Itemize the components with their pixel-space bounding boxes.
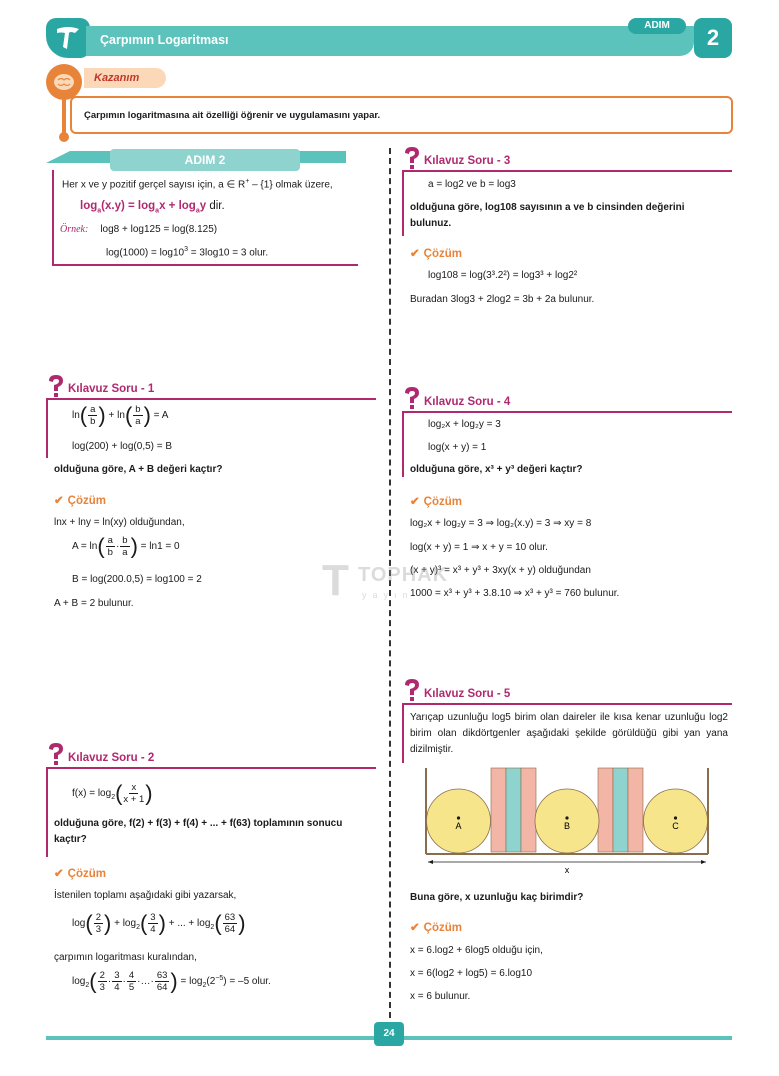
kazanim-stem [62, 98, 66, 134]
adim2-tab: ADIM 2 [110, 149, 300, 171]
rect-1a [491, 768, 506, 852]
q1-given1: ln( $\frac{a}{b}$ ) + ln( $\frac{b}{a}$ ) = A [72, 402, 169, 428]
q3-cozum: ✔ Çözüm [410, 248, 462, 260]
q3-step2: Buradan 3log3 + 2log2 = 3b + 2a bulunur. [410, 294, 595, 305]
watermark-t-icon: T [322, 556, 349, 605]
rect-2c [628, 768, 643, 852]
question-mark-icon [402, 386, 422, 412]
q5-cozum: ✔ Çözüm [410, 922, 462, 934]
q4-cozum: ✔ Çözüm [410, 496, 462, 508]
q1-step3: B = log(200.0,5) = log100 = 2 [72, 574, 202, 585]
rect-2a [598, 768, 613, 852]
arrow-left-icon [428, 860, 433, 864]
adim2-formula: $\log_a(x.y) = \log_ax + \log_ay$ dir. [80, 200, 225, 215]
q1-given2: log(200) + log(0,5) = B [72, 441, 173, 452]
circles-rectangles-diagram [422, 766, 712, 878]
publisher-watermark: T TOPHAK yayın [322, 556, 449, 605]
q4-given2: log(x + y) = 1 [428, 442, 487, 453]
center-b [565, 816, 568, 819]
question-mark-icon [46, 742, 66, 768]
adim2-line1: Her x ve y pozitif gerçel sayısı için, a ∈ R+ – {1} olmak üzere, [62, 178, 333, 191]
q2-step3: çarpımın logaritması kuralından, [54, 952, 197, 963]
label-b: B [563, 821, 571, 831]
adim2-box [52, 170, 358, 266]
q1-step1: lnx + lny = ln(xy) olduğundan, [54, 517, 185, 528]
q2-given: $f(x) = \log_2$( $\frac{x}{x + 1}$ ) [72, 780, 153, 806]
center-a [457, 816, 460, 819]
rect-2b [613, 768, 628, 852]
q2-title: Kılavuz Soru - 2 [68, 752, 155, 764]
q2-step1: İstenilen toplamı aşağıdaki gibi yazarsak, [54, 890, 237, 901]
rect-1c [521, 768, 536, 852]
kazanim-box [70, 96, 733, 134]
check-icon: ✔ [410, 248, 420, 260]
q5-step1: x = 6.log2 + 6log5 olduğu için, [410, 945, 543, 956]
check-icon: ✔ [410, 922, 420, 934]
check-icon: ✔ [54, 868, 64, 880]
adim-label: ADIM [628, 18, 686, 34]
q5-step2: x = 6(log2 + log5) = 6.log10 [410, 968, 533, 979]
question-mark-icon [46, 374, 66, 400]
check-icon: ✔ [54, 495, 64, 507]
kazanim-text: Çarpımın logaritmasına ait özelliği öğrenir ve uygulamasını yapar. [84, 110, 381, 121]
q5-title: Kılavuz Soru - 5 [424, 688, 511, 700]
q1-step2: A = ln( $\frac{a}{b}$ · $\frac{b}{a}$ ) = ln1 = 0 [72, 533, 180, 559]
q2-step2: log( $\frac{2}{3}$ ) + $\log_2$( $\frac{3}{4}$ ) + ... + $\log_2$( $\frac{63}{64}$ ) [72, 910, 246, 936]
q1-step4: A + B = 2 bulunur. [54, 598, 134, 609]
q2-question: olduğuna göre, f(2) + f(3) + f(4) + ... + f(63) toplamının sonucu kaçtır? [54, 818, 343, 845]
q4-question: olduğuna göre, x³ + y³ değeri kaçtır? [410, 464, 583, 475]
label-x: x [564, 865, 570, 875]
q4-step1: log₂x + log₂y = 3 ⇒ log₂(x.y) = 3 ⇒ xy = 8 [410, 518, 592, 529]
q4-step4: 1000 = x³ + y³ + 3.8.10 ⇒ x³ + y³ = 760 bulunur. [410, 588, 620, 599]
q2-cozum: ✔ Çözüm [54, 868, 106, 880]
q1-title: Kılavuz Soru - 1 [68, 383, 155, 395]
q4-step3: (x + y)³ = x³ + y³ + 3xy(x + y) olduğundan [410, 565, 591, 576]
q3-title: Kılavuz Soru - 3 [424, 155, 511, 167]
q3-step1: log108 = log(3³.2²) = log3³ + log2² [428, 270, 578, 281]
question-mark-icon [402, 146, 422, 172]
check-icon: ✔ [410, 496, 420, 508]
arrow-right-icon [701, 860, 706, 864]
center-c [674, 816, 677, 819]
label-a: A [455, 821, 462, 831]
rect-1b [506, 768, 521, 852]
publisher-logo [46, 18, 90, 58]
label-c: C [672, 821, 679, 831]
adim2-example1: Örnek: log8 + log125 = log(8.125) [60, 224, 218, 235]
kazanim-brain-icon [46, 64, 82, 100]
q4-given1: log₂x + log₂y = 3 [428, 419, 501, 430]
q5-intro: Yarıçap uzunluğu log5 birim olan daireler ile kısa kenar uzunluğu log2 birim olan dikdörtgenler aşağıdaki şekilde görüldüğü gibi yan yana dizilmiştir. [410, 712, 728, 755]
q5-question: Buna göre, x uzunluğu kaç birimdir? [410, 892, 584, 903]
q3-given: a = log2 ve b = log3 [428, 179, 516, 190]
q4-title: Kılavuz Soru - 4 [424, 396, 511, 408]
q3-question: olduğuna göre, log108 sayısının a ve b cinsinden değerini bulunuz. [410, 202, 685, 229]
q1-question: olduğuna göre, A + B değeri kaçtır? [54, 464, 223, 475]
page-number: 24 [374, 1022, 404, 1046]
q4-step2: log(x + y) = 1 ⇒ x + y = 10 olur. [410, 542, 548, 553]
logo-icon [53, 23, 83, 53]
adim2-example2: $\log(1000) = \log 10^3 = 3\log 10 = 3$ olur. [106, 246, 269, 259]
q5-step3: x = 6 bulunur. [410, 991, 471, 1002]
question-mark-icon [402, 678, 422, 704]
kazanim-drop [59, 132, 69, 142]
page-title: Çarpımın Logaritması [100, 33, 229, 47]
q2-step4: $\log_2$( $\frac{2}{3}$ · $\frac{3}{4}$ · $\frac{4}{5}$ ·…· $\frac{63}{64}$ ) = $\log_2(2^{-5}) = -5$ olur. [72, 968, 271, 994]
adim-number: 2 [694, 18, 732, 58]
kazanim-label: Kazanım [84, 68, 166, 88]
q1-cozum: ✔ Çözüm [54, 495, 106, 507]
